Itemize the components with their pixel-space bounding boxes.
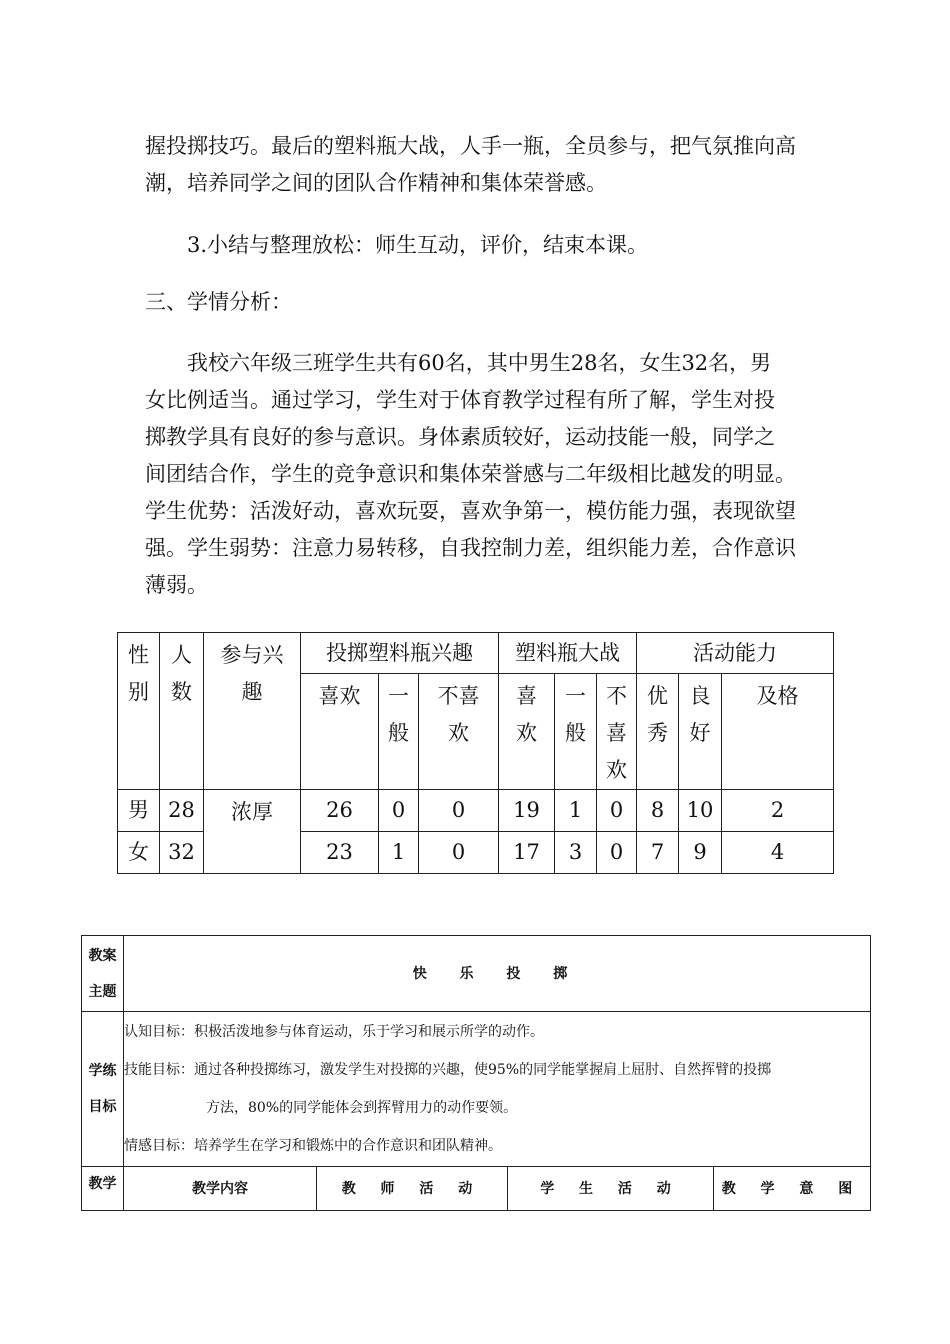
cell-value: 1 <box>555 790 597 832</box>
student-stats-table <box>117 632 833 868</box>
text-line: 间团结合作，学生的竞争意识和集体荣誉感与二年级相比越发的明显。 <box>145 462 796 486</box>
header-throw-interest: 投掷塑料瓶兴趣 <box>301 633 499 674</box>
text-line: 潮，培养同学之间的团队合作精神和集体荣誉感。 <box>145 171 607 195</box>
sub-battle-normal: 一 般 <box>555 674 597 790</box>
sub-throw-like: 喜欢 <box>301 674 379 790</box>
heading-text: 三、学情分析： <box>145 290 292 314</box>
cell-value: 0 <box>597 832 637 874</box>
cell-value: 0 <box>379 790 419 832</box>
sub-good: 良 好 <box>679 674 722 790</box>
header-count: 人 数 <box>160 633 204 790</box>
goals-content <box>124 1012 871 1167</box>
table-row <box>118 790 834 832</box>
cell-value: 0 <box>597 790 637 832</box>
col-teacher: 教 师 活 动 <box>317 1167 508 1211</box>
teaching-label: 教学 <box>82 1167 124 1211</box>
text-line: 女比例适当。通过学习，学生对于体育教学过程有所了解，学生对投 <box>145 388 775 412</box>
cell-value: 19 <box>499 790 555 832</box>
cell-count: 28 <box>160 790 204 832</box>
cell-value: 9 <box>679 832 722 874</box>
cell-value: 4 <box>722 832 834 874</box>
header-interest: 参与兴 趣 <box>204 633 301 790</box>
cell-value: 8 <box>637 790 679 832</box>
section-heading <box>145 284 815 321</box>
col-intent: 教 学 意 图 <box>714 1167 871 1211</box>
text-line: 我校六年级三班学生共有60名，其中男生28名，女生32名，男 <box>187 351 772 375</box>
header-bottle-battle: 塑料瓶大战 <box>499 633 637 674</box>
col-student: 学 生 活 动 <box>508 1167 714 1211</box>
cell-value: 3 <box>555 832 597 874</box>
sub-throw-dislike: 不喜 欢 <box>419 674 499 790</box>
header-activity-ability: 活动能力 <box>637 633 834 674</box>
cell-value: 23 <box>301 832 379 874</box>
cell-value: 2 <box>722 790 834 832</box>
lesson-plan-table <box>81 935 870 1211</box>
sub-throw-normal: 一 般 <box>379 674 419 790</box>
text-line: 薄弱。 <box>145 573 208 597</box>
cell-value: 26 <box>301 790 379 832</box>
analysis-paragraph <box>145 345 815 604</box>
text-line: 强。学生弱势：注意力易转移，自我控制力差，组织能力差，合作意识 <box>145 536 796 560</box>
goal-skill: 技能目标：通过各种投掷练习，激发学生对投掷的兴趣，使95%的同学能掌握肩上屈肘、自然挥臂的投掷 <box>124 1062 772 1078</box>
header-gender: 性 别 <box>118 633 160 790</box>
cell-value: 0 <box>419 790 499 832</box>
theme-label: 教案 主题 <box>82 936 124 1012</box>
cell-value: 7 <box>637 832 679 874</box>
sub-pass: 及格 <box>722 674 834 790</box>
cell-gender: 男 <box>118 790 160 832</box>
cell-value: 10 <box>679 790 722 832</box>
text-line: 握投掷技巧。最后的塑料瓶大战，人手一瓶，全员参与，把气氛推向高 <box>145 134 796 158</box>
cell-gender: 女 <box>118 832 160 874</box>
sub-excellent: 优 秀 <box>637 674 679 790</box>
theme-value: 快 乐 投 掷 <box>124 936 871 1012</box>
text-line: 学生优势：活泼好动，喜欢玩耍，喜欢争第一，模仿能力强，表现欲望 <box>145 499 796 523</box>
cell-value: 1 <box>379 832 419 874</box>
goal-cognitive: 认知目标：积极活泼地参与体育运动，乐于学习和展示所学的动作。 <box>124 1024 544 1040</box>
text-line: 3.小结与整理放松：师生互动，评价，结束本课。 <box>187 233 649 257</box>
intro-paragraph <box>145 128 815 202</box>
text-line: 掷教学具有良好的参与意识。身体素质较好，运动技能一般，同学之 <box>145 425 775 449</box>
goal-skill-continued: 方法，80%的同学能体会到挥臂用力的动作要领。 <box>206 1100 518 1116</box>
goal-emotion: 情感目标：培养学生在学习和锻炼中的合作意识和团队精神。 <box>124 1138 502 1154</box>
goals-label: 学练 目标 <box>82 1012 124 1167</box>
summary-paragraph <box>187 227 857 264</box>
sub-battle-dislike: 不 喜 欢 <box>597 674 637 790</box>
col-content: 教学内容 <box>124 1167 317 1211</box>
cell-count: 32 <box>160 832 204 874</box>
sub-battle-like: 喜 欢 <box>499 674 555 790</box>
cell-interest: 浓厚 <box>204 790 301 874</box>
cell-value: 0 <box>419 832 499 874</box>
cell-value: 17 <box>499 832 555 874</box>
